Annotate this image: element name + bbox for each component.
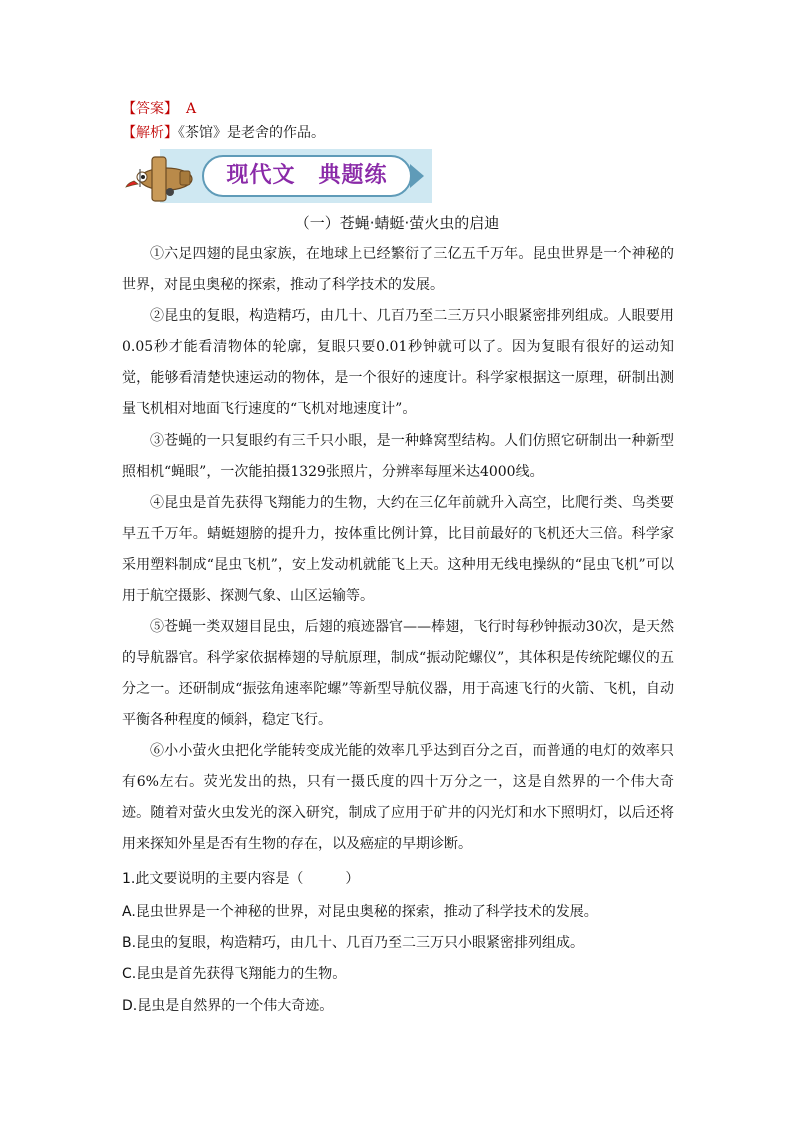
airplane-icon <box>122 147 196 205</box>
analysis-line <box>122 123 325 143</box>
paragraph-1: ①六足四翅的昆虫家族，在地球上已经繁衍了三亿五千万年。昆虫世界是一个神秘的世界，对昆虫奥秘的探索，推动了科学技术的发展。 <box>122 246 674 293</box>
paragraph-5: ⑤苍蝇一类双翅目昆虫，后翅的痕迹器官——棒翅，飞行时每秒钟振动30次，是天然的导航器官。科学家依据棒翅的导航原理，制成“振动陀螺仪”，其体积是传统陀螺仪的五分之一。还研制成“振弦角速率陀螺”等新型导航仪器，用于高速飞行的火箭、飞机，自动平衡各种程度的倾斜，稳定飞行。 <box>122 619 674 728</box>
banner-title: 现代文 典题练 <box>226 163 388 188</box>
option-d[interactable]: D.昆虫是自然界的一个伟大奇迹。 <box>122 998 334 1014</box>
answer-label: 【答案】 <box>122 101 178 117</box>
option-c[interactable]: C.昆虫是首先获得飞翔能力的生物。 <box>122 966 347 982</box>
option-a[interactable]: A.昆虫世界是一个神秘的世界，对昆虫奥秘的探索，推动了科学技术的发展。 <box>122 904 598 920</box>
analysis-label: 【解析】 <box>122 125 178 141</box>
paragraph-4: ④昆虫是首先获得飞翔能力的生物，大约在三亿年前就升入高空，比爬行类、鸟类要早五千万年。蜻蜓翅膀的提升力，按体重比例计算，比目前最好的飞机还大三倍。科学家采用塑料制成“昆虫飞机”，安上发动机就能飞上天。这种用无线电操纵的“昆虫飞机”可以用于航空摄影、探测气象、山区运输等。 <box>122 495 674 604</box>
option-b[interactable]: B.昆虫的复眼，构造精巧，由几十、几百乃至二三万只小眼紧密排列组成。 <box>122 935 585 951</box>
section-banner <box>122 147 432 205</box>
paragraph-3: ③苍蝇的一只复眼约有三千只小眼，是一种蜂窝型结构。人们仿照它研制出一种新型照相机“蝇眼”，一次能拍摄1329张照片，分辨率每厘米达4000线。 <box>122 433 674 480</box>
question-stem: 1.此文要说明的主要内容是（ ） <box>122 871 360 887</box>
answer-line <box>122 99 196 119</box>
paragraph-2: ②昆虫的复眼，构造精巧，由几十、几百乃至二三万只小眼紧密排列组成。人眼要用0.05秒才能看清物体的轮廓，复眼只要0.01秒钟就可以了。因为复眼有很好的运动知觉，能够看清楚快速运动的物体，是一个很好的速度计。科学家根据这一原理，研制出测量飞机相对地面飞行速度的“飞机对地速度计”。 <box>122 308 674 417</box>
answer-value: A <box>186 101 197 117</box>
paragraph-6: ⑥小小萤火虫把化学能转变成光能的效率几乎达到百分之百，而普通的电灯的效率只有6%左右。荧光发出的热，只有一摄氏度的四十万分之一，这是自然界的一个伟大奇迹。随着对萤火虫发光的深入研究，制成了应用于矿井的闪光灯和水下照明灯，以后还将用来探知外星是否有生物的存在，以及癌症的早期诊断。 <box>122 743 674 852</box>
section-title: （一）苍蝇·蜻蜓·萤火虫的启迪 <box>294 214 500 232</box>
analysis-text: 《茶馆》是老舍的作品。 <box>178 125 325 141</box>
